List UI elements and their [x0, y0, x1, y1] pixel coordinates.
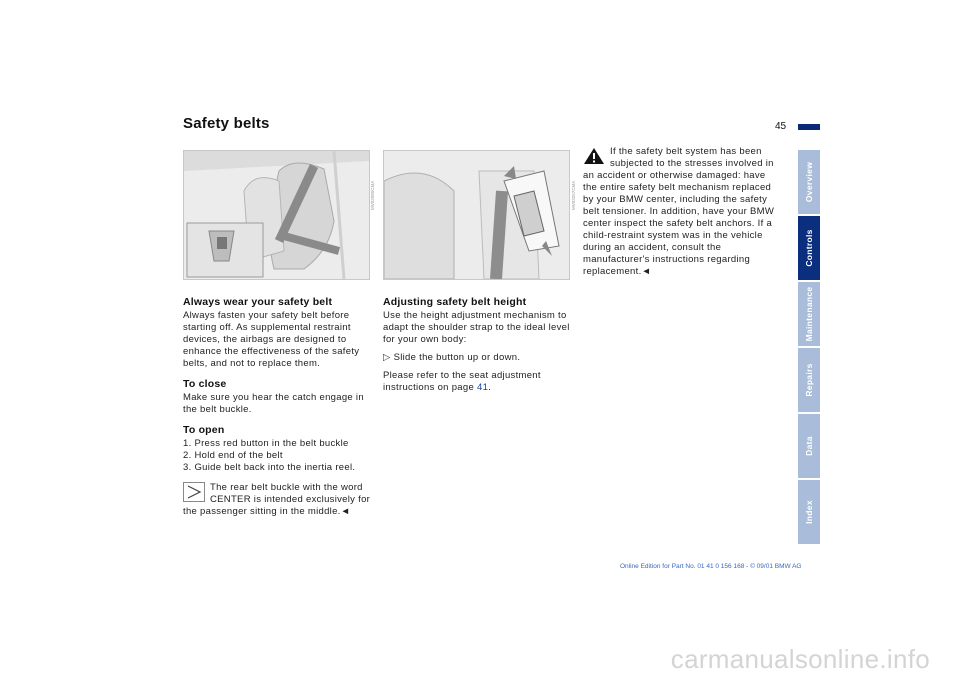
- paragraph-refer: Please refer to the seat adjustment instructions on page 41.: [383, 370, 541, 393]
- bullet-slide-button: [383, 352, 575, 364]
- page-number: 45: [775, 121, 787, 132]
- bullet-triangle-icon: ▷: [383, 352, 391, 363]
- tab-overview[interactable]: Overview: [798, 150, 820, 214]
- footer-edition: Online Edition for Part No. 01 41 0 156 168 - © 09/01 BMW AG: [620, 563, 802, 570]
- tab-maintenance[interactable]: Maintenance: [798, 282, 820, 346]
- paragraph-to-close: Make sure you hear the catch engage in the belt buckle.: [183, 392, 364, 415]
- watermark-text: carmanualsonline.info: [670, 644, 930, 674]
- bullet-text: Slide the button up or down.: [393, 352, 521, 363]
- heading-always-wear: Always wear your safety belt: [183, 296, 333, 308]
- heading-adjusting-height: Adjusting safety belt height: [383, 296, 527, 308]
- step-1: 1. Press red button in the belt buckle: [183, 438, 349, 449]
- seat-belt-photo: [183, 150, 370, 280]
- note-text: The rear belt buckle with the word CENTER is intended exclusively for the passenger sitting in the middle.◄: [183, 482, 371, 517]
- watermark-bar: [0, 636, 960, 678]
- note-arrow-icon: [183, 482, 205, 502]
- photo-1-code: MV02080CMA: [370, 180, 375, 210]
- warning-text: If the safety belt system has been subjected to the stresses involved in an accident or otherwise damaged: have the entire safety belt mechanism replaced by your BMW center, including the safety belt tensioner. In addition, have your BMW center inspect the safety belt anchors. If a child-restraint system was in the vehicle during an accident, consult the manufacturer's instructions regarding replacement.◄: [583, 146, 775, 277]
- page-marker: [798, 124, 820, 130]
- belt-height-illustration: [384, 151, 569, 279]
- belt-height-photo: [383, 150, 570, 280]
- tab-index[interactable]: Index: [798, 480, 820, 544]
- photo-2-code: MV03257CMA: [571, 180, 576, 210]
- column-3: [583, 146, 775, 278]
- page-link-41[interactable]: 41: [476, 382, 489, 393]
- column-2: [383, 296, 575, 400]
- warning-block: [583, 146, 775, 278]
- note-block: [183, 482, 375, 518]
- column-1: [183, 296, 375, 518]
- seat-belt-illustration: [184, 151, 369, 279]
- paragraph-always-fasten: Always fasten your safety belt before starting off. As supplemental restraint devices, the airbags are designed to enhance the effectiveness of the safety belts, and not to replace them.: [183, 310, 360, 369]
- warning-triangle-icon: [583, 146, 605, 166]
- step-2: 2. Hold end of the belt: [183, 450, 283, 461]
- heading-to-close: To close: [183, 378, 227, 390]
- page-title: Safety belts: [183, 115, 270, 132]
- section-tabs: [798, 150, 820, 546]
- paragraph-height-adjust: Use the height adjustment mechanism to adapt the shoulder strap to the ideal level for your own body:: [383, 310, 570, 345]
- tab-repairs[interactable]: Repairs: [798, 348, 820, 412]
- tab-controls[interactable]: Controls: [798, 216, 820, 280]
- tab-data[interactable]: Data: [798, 414, 820, 478]
- step-3: 3. Guide belt back into the inertia reel.: [183, 462, 356, 473]
- heading-to-open: To open: [183, 424, 225, 436]
